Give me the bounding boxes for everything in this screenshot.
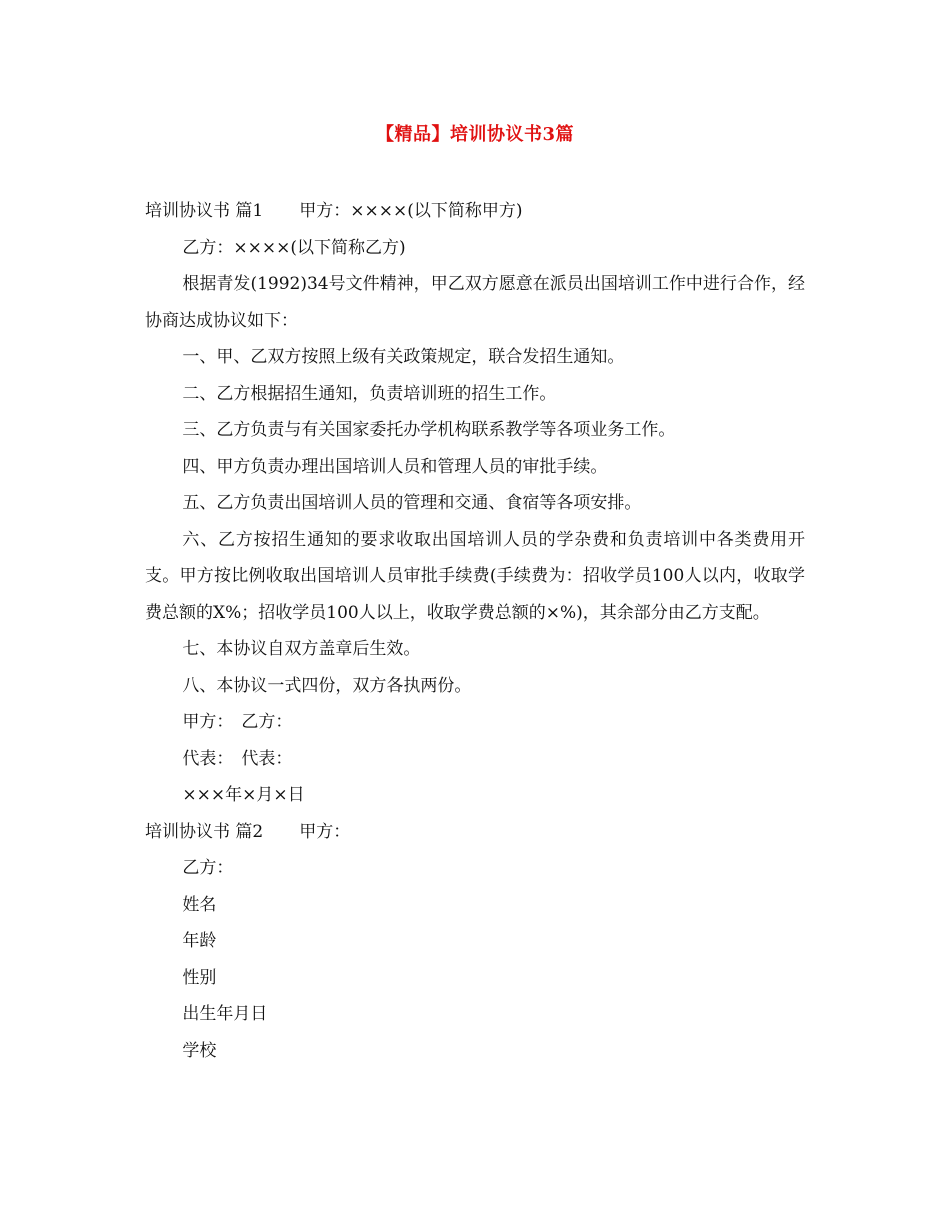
clause-8: 八、本协议一式四份，双方各执两份。	[182, 675, 472, 696]
signature-reps-line	[145, 741, 805, 778]
document-title: 【精品】培训协议书3篇	[375, 124, 575, 145]
signature-rep-a: 代表：	[182, 748, 234, 769]
section1-intro: 根据青发(1992)34号文件精神，甲乙双方愿意在派员出国培训工作中进行合作，经协商达成协议如下：	[145, 274, 805, 331]
signature-rep-b: 代表：	[241, 748, 293, 769]
section2-heading: 培训协议书 篇2	[145, 821, 264, 842]
section1-party-b: 乙方：××××(以下简称乙方)	[182, 237, 406, 258]
document-body	[145, 193, 805, 1069]
clause-6: 六、乙方按招生通知的要求收取出国培训人员的学杂费和负责培训中各类费用开支。甲方按比例收取出国培训人员审批手续费(手续费为：招收学员100人以内，收取学费总额的X%；招收学员100人以上，收取学费总额的×%)，其余部分由乙方支配。	[145, 529, 805, 623]
clause-1: 一、甲、乙双方按照上级有关政策规定，联合发招生通知。	[182, 347, 625, 367]
section1-heading-line	[145, 193, 805, 230]
section1-party-a: 甲方：××××(以下简称甲方)	[299, 201, 523, 221]
section1-heading: 培训协议书 篇1	[145, 201, 264, 221]
section2-party-a: 甲方：	[299, 821, 351, 842]
clause-2: 二、乙方根据招生通知，负责培训班的招生工作。	[182, 383, 557, 404]
section2-heading-line	[145, 814, 805, 851]
signature-parties-line	[145, 704, 805, 741]
field-school: 学校	[182, 1040, 217, 1061]
signature-date: ×××年×月×日	[182, 785, 305, 805]
clause-5: 五、乙方负责出国培训人员的管理和交通、食宿等各项安排。	[182, 493, 642, 513]
field-gender: 性别	[182, 967, 217, 988]
section2-party-b: 乙方：	[182, 858, 234, 878]
clause-3: 三、乙方负责与有关国家委托办学机构联系教学等各项业务工作。	[182, 420, 676, 440]
clause-4: 四、甲方负责办理出国培训人员和管理人员的审批手续。	[182, 456, 608, 477]
field-birthdate: 出生年月日	[182, 1004, 268, 1024]
clause-7: 七、本协议自双方盖章后生效。	[182, 639, 421, 659]
signature-party-b: 乙方：	[241, 712, 293, 732]
field-age: 年龄	[182, 931, 217, 951]
signature-party-a: 甲方：	[182, 712, 234, 732]
field-name: 姓名	[182, 894, 217, 915]
